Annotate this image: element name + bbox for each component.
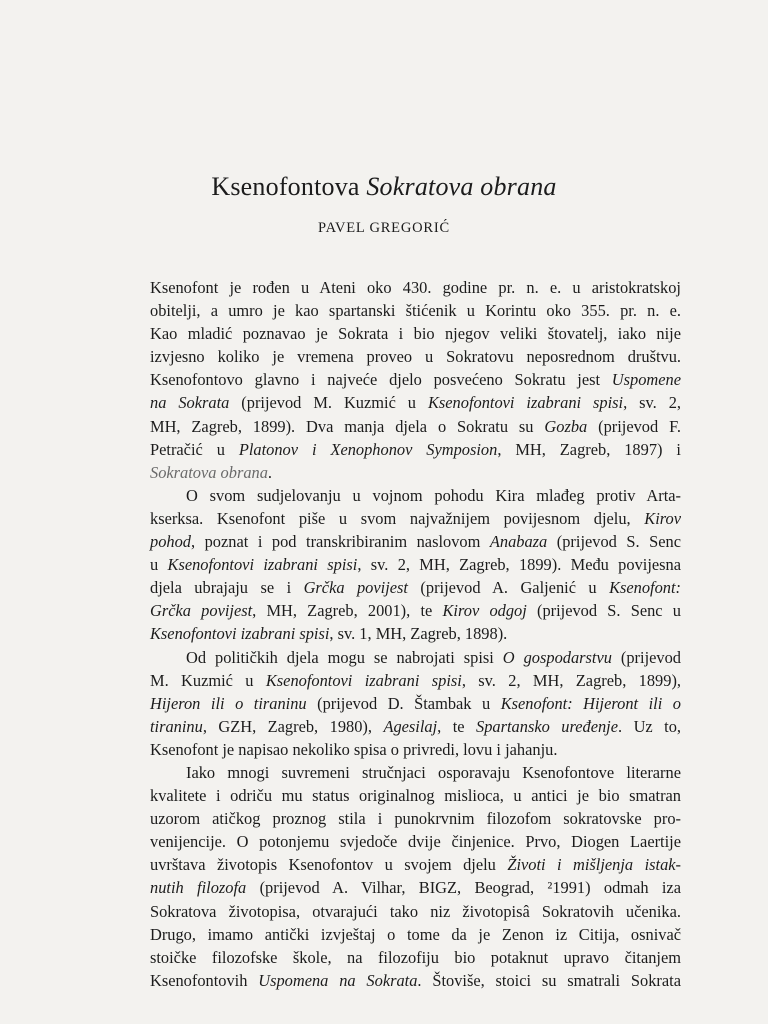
text-segment: Ksenofont je napisao nekoliko spisa o privredi, lovu i jahanju. [150,739,558,759]
text-line [150,368,681,391]
text-segment: Petračić u [150,439,239,459]
text-segment: , sv. 2, [623,393,682,413]
text-segment: Kao mladić poznavao je Sokrata i bio njegov veliki štovatelj, iako nije [150,324,681,344]
article-title [0,172,768,202]
text-line [150,923,681,946]
italic-text: Gozba [544,416,588,436]
text-line [150,438,681,461]
italic-text: Kirov [644,508,681,528]
text-segment: kvalitete i odriču mu status originalnog mislioca, u antici je bio smatran [150,786,681,806]
text-line [150,646,681,669]
text-segment: djela ubrajaju se i [150,578,304,598]
text-segment: , sv. 1, MH, Zagreb, 1898). [329,624,508,644]
text-segment: , te [437,716,477,736]
text-line [150,553,681,576]
italic-text: Ksenofontovi izabrani spisi [427,393,624,413]
text-segment: Ksenofont je rođen u Ateni oko 430. godine pr. n. e. u aristokratskoj [150,278,681,297]
text-line [150,576,681,599]
text-segment: O svom sudjelovanju u vojnom pohodu Kira mlađeg protiv Arta- [186,485,681,505]
italic-text: Spartansko uređenje [476,716,618,736]
text-segment: (prijevod D. Štambak u [306,693,501,713]
text-line [150,622,681,645]
text-segment: , sv. 2, MH, Zagreb, 1899). Među povijesna [357,555,681,575]
text-segment: . [267,462,273,482]
italic-text: tiraninu [150,716,203,736]
text-line [150,807,681,830]
italic-text: Ksenofontovi izabrani spisi [167,555,358,575]
text-segment: , MH, Zagreb, 2001), te [252,601,443,621]
text-segment: u [150,555,168,575]
text-line [150,461,681,484]
text-segment: MH, Zagreb, 1899). Dva manja djela o Sokratu su [150,416,545,436]
text-line [150,900,681,923]
italic-text: Platonov i Xenophonov Symposion [238,439,498,459]
italic-text: Uspomena na Sokrata [258,970,418,990]
italic-text: Hijeron ili o tiraninu [150,693,307,713]
text-line [150,391,681,414]
text-segment: , sv. 2, MH, Zagreb, 1899), [461,670,682,690]
text-segment: , MH, Zagreb, 1897) i [497,439,681,459]
text-line [150,715,681,738]
text-segment: stoičke filozofske škole, na filozofiju bio potaknut upravo čitanjem [150,947,681,967]
text-line [150,761,681,784]
italic-text: Sokratova obrana [150,462,268,482]
text-segment: (prijevod F. [587,416,681,436]
italic-text: O gospodarstvu [502,647,612,667]
text-line [150,669,681,692]
italic-text: Ksenofont: Hijeront ili o [500,693,681,713]
text-line [150,599,681,622]
text-segment: Drugo, imamo antički izvještaj o tome da je Zenon iz Citija, osnivač [150,924,681,944]
text-line [150,830,681,853]
text-segment: izvjesno koliko je vremena proveo u Sokratovu neposrednom društvu. [150,347,681,367]
text-line [150,415,681,438]
text-segment: M. Kuzmić u [150,670,266,690]
text-segment: kserksa. Ksenofont piše u svom najvažnijem povijesnom djelu, [150,508,645,528]
text-segment: uvrštava životopis Ksenofontov u svojem djelu [150,855,508,875]
italic-text: na Sokrata [150,393,230,413]
italic-text: Ksenofontovi izabrani spisi [265,670,462,690]
text-segment: (prijevod A. Vilhar, BIGZ, Beograd, ²1991) odmah iza [246,878,681,898]
text-segment: (prijevod S. Senc u [526,601,681,621]
text-segment: , poznat i pod transkribiranim naslovom [190,532,490,552]
article-body [150,276,681,992]
text-segment: Od političkih djela mogu se nabrojati spisi [186,647,503,667]
text-segment: uzorom atičkog proznog stila i punokrvnim filozofom sokratovske pro- [150,809,681,829]
article-title-italic: Sokratova obrana [366,172,557,201]
text-line [150,299,681,322]
text-line [150,692,681,715]
italic-text: Ksenofontovi izabrani spisi [150,624,330,644]
text-line [150,784,681,807]
italic-text: Uspomene [611,370,681,390]
italic-text: Grčka povijest [150,601,253,621]
text-segment: (prijevod [611,647,681,667]
text-line [150,276,681,299]
text-segment: Ksenofontovih [150,970,259,990]
italic-text: nutih filozofa [150,878,247,898]
text-line [150,345,681,368]
italic-text: Grčka povijest [303,578,408,598]
text-segment: (prijevod A. Galjenić u [407,578,610,598]
italic-text: pohod [150,532,191,552]
text-segment: . Uz to, [618,716,681,736]
italic-text: Anabaza [489,532,548,552]
text-segment: . Štoviše, stoici su smatrali Sokrata [417,970,681,990]
article-title-main: Ksenofontova [211,172,367,201]
text-line [150,530,681,553]
text-segment: venijencije. O potonjemu svjedoče dvije činjenice. Prvo, Diogen Laertije [150,832,681,852]
text-line [150,946,681,969]
text-segment: (prijevod M. Kuzmić u [229,393,428,413]
text-line [150,853,681,876]
text-segment: obitelji, a umro je kao spartanski štićenik u Korintu oko 355. pr. n. e. [150,301,681,321]
italic-text: Životi i mišljenja istak- [507,855,681,875]
text-segment: Iako mnogi suvremeni stručnjaci osporavaju Ksenofontove literarne [186,762,681,782]
italic-text: Ksenofont: [609,578,682,598]
text-segment: Sokratova životopisa, otvarajući tako niz životopisâ Sokratovih učenika. [150,901,681,921]
text-line [150,507,681,530]
text-line [150,322,681,345]
text-segment: Ksenofontovo glavno i najveće djelo posvećeno Sokratu jest [150,370,612,390]
text-line [150,876,681,899]
text-segment: , GZH, Zagreb, 1980), [202,716,384,736]
text-segment: (prijevod S. Senc [547,532,681,552]
italic-text: Agesilaj [383,716,438,736]
text-line [150,738,681,761]
article-author: PAVEL GREGORIĆ [318,220,450,236]
italic-text: Kirov odgoj [442,601,527,621]
text-line [150,484,681,507]
text-line [150,969,681,992]
